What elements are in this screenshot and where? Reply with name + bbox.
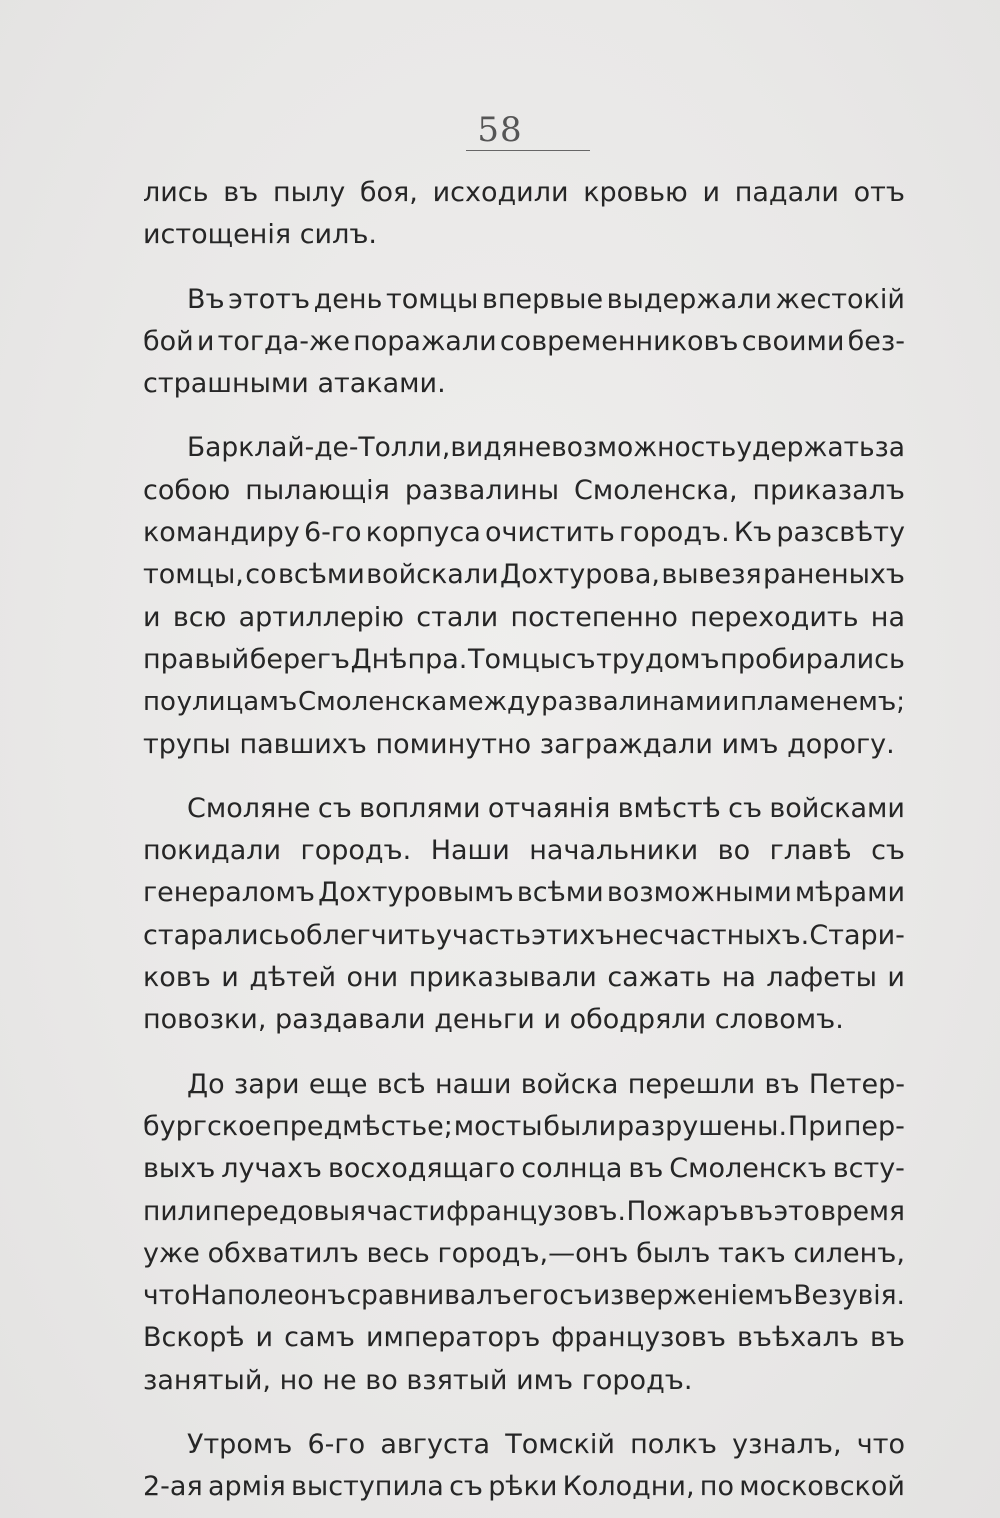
text-line: занятый, но не во взятый имъ городъ. (143, 1364, 693, 1396)
text-line: томцы, со всѣми войскали Дохтурова, вывезя раненыхъ (143, 559, 905, 591)
text-line: собою пылающія развалины Смоленска, приказалъ (143, 474, 905, 506)
text-line: Смоляне съ воплями отчаянія вмѣстѣ съ войсками (187, 792, 905, 824)
text-line: Барклай-де-Толли, видя невозможность удержать за (187, 432, 905, 464)
text-line: лись въ пылу боя, исходили кровью и падали отъ (143, 177, 905, 208)
text-line: командиру 6-го корпуса очистить городъ. Къ разсвѣту (143, 517, 905, 549)
paragraph-gap (143, 405, 905, 427)
text-line: бургское предмѣстье; мосты были разрушены. При пер- (143, 1110, 905, 1142)
text-line: До зари еще всѣ наши войска перешли въ Петер- (187, 1068, 905, 1100)
text-line: истощенія силъ. (143, 219, 378, 251)
paragraph (143, 427, 905, 765)
text-line: уже обхватилъ весь городъ,—онъ былъ такъ силенъ, (143, 1237, 905, 1269)
text-line: по улицамъ Смоленска между развалинами и пламенемъ; (143, 687, 905, 718)
text-line: 2-ая армія выступила съ рѣки Колодни, по московской (143, 1471, 905, 1503)
paragraph (143, 1424, 905, 1509)
text-line: старались облегчить участь этихъ несчастныхъ. Стари- (143, 919, 905, 951)
text-line: пили передовыя части французовъ. Пожаръ въ это время (143, 1195, 905, 1227)
text-line: страшными атаками. (143, 368, 446, 400)
text-line: ковъ и дѣтей они приказывали сажать на лафеты и (143, 962, 905, 994)
paragraph-gap (143, 1042, 905, 1064)
text-line: трупы павшихъ поминутно заграждали имъ дорогу. (143, 728, 895, 760)
text-line: выхъ лучахъ восходящаго солнца въ Смоленскъ всту- (143, 1153, 905, 1185)
paragraph-gap (143, 257, 905, 279)
text-line: что Наполеонъ сравнивалъ его съ изверженіемъ Везувія. (143, 1280, 905, 1312)
paragraph-gap (143, 766, 905, 788)
text-line: повозки, раздавали деньги и ободряли словомъ. (143, 1004, 844, 1036)
page-number-rule (466, 150, 590, 151)
paragraph (143, 1064, 905, 1402)
paragraph-gap (143, 1402, 905, 1424)
paragraph (143, 788, 905, 1042)
text-line: Вскорѣ и самъ императоръ французовъ въѣхалъ въ (143, 1322, 905, 1354)
page-number: 58 (477, 110, 523, 150)
paragraph (143, 279, 905, 406)
text-line: и всю артиллерію стали постепенно переходить на (143, 601, 905, 633)
body-text (143, 172, 905, 1509)
paragraph (143, 172, 905, 257)
text-line: правый берегъ Днѣпра. Томцы съ трудомъ пробирались (143, 643, 905, 675)
text-line: бой и тогда-же поражали современниковъ своими без- (143, 325, 905, 357)
text-line: Въ этотъ день томцы впервые выдержали жестокій (187, 283, 905, 315)
text-line: генераломъ Дохтуровымъ всѣми возможными мѣрами (143, 877, 905, 909)
text-line: Утромъ 6-го августа Томскій полкъ узналъ, что (187, 1429, 905, 1461)
text-line: покидали городъ. Наши начальники во главѣ съ (143, 835, 905, 867)
